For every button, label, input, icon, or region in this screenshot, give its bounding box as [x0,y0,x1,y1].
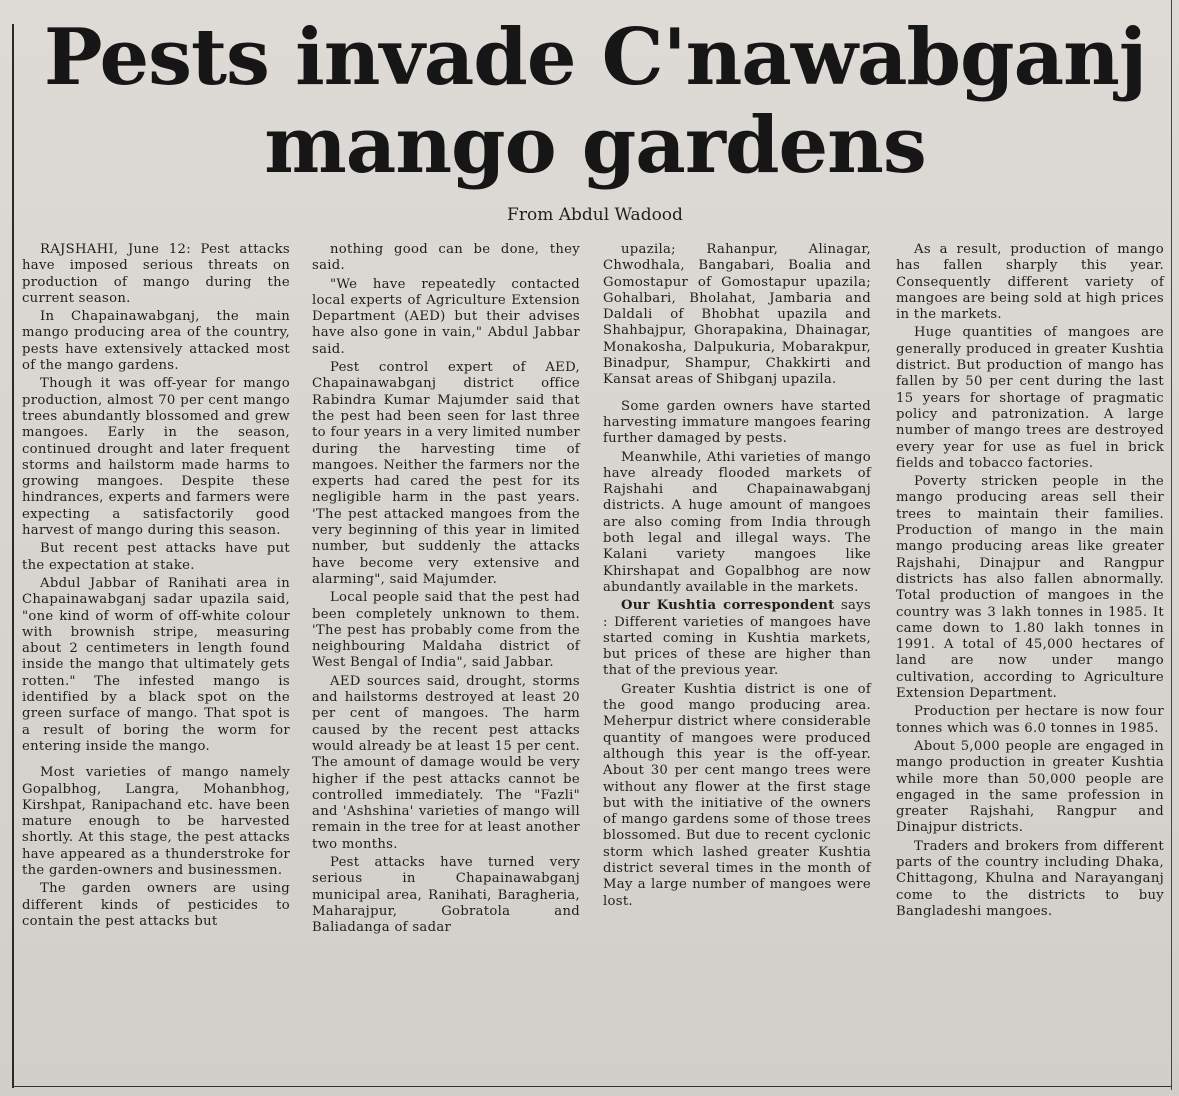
paragraph: Poverty stricken people in the mango producing areas sell their trees to maintain their families. Production of mango in the main mango producing areas like greater Rajshahi, Dinajpur and Rangpur districts has also fallen abnormally. Total production of mangoes in the country was 3 lakh tonnes in 1985. It came down to 1.80 lakh tonnes in 1991. A total of 45,000 hectares of land are now under mango cultivation, according to Agriculture Extension Department. [896,474,1164,702]
paragraph: "We have repeatedly contacted local experts of Agriculture Extension Department (AED) but their advises have also gone in vain," Abdul Jabbar said. [312,276,580,357]
article-column-1 [22,242,290,932]
headline-line-2: mango gardens [264,100,926,191]
paragraph: Meanwhile, Athi varieties of mango have already flooded markets of Rajshahi and Chapainawabganj districts. A huge amount of mangoes are also coming from India through both legal and illegal ways. The Kalani variety mangoes like Khirshapat and Gopalbhog are now abundantly available in the markets. [603,449,871,595]
paragraph: Some garden owners have started harvesting immature mangoes fearing further damaged by pests. [603,398,871,447]
paragraph: Most varieties of mango namely Gopalbhog, Langra, Mohanbhog, Kirshpat, Ranipachand etc. have been mature enough to be harvested shortly. At this stage, the pest attacks have appeared as a thunderstroke for the garden-owners and businessmen. [22,765,290,878]
article-column-2 [312,242,580,938]
paragraph: Production per hectare is now four tonnes which was 6.0 tonnes in 1985. [896,704,1164,736]
paragraph: RAJSHAHI, June 12: Pest attacks have imposed serious threats on production of mango during the current season. [22,242,290,306]
left-column-rule [12,24,14,1088]
paragraph: But recent pest attacks have put the expectation at stake. [22,541,290,573]
correspondent-lead: Our Kushtia correspondent [621,598,835,614]
paragraph: Abdul Jabbar of Ranihati area in Chapainawabganj sadar upazila said, "one kind of worm of off-white colour with brownish stripe, measuring about 2 centimeters in length found inside the mango that ultimately gets rotten." The infested mango is identified by a black spot on the green surface of mango. That spot is a result of boring the worm for entering inside the mango. [22,575,290,754]
bottom-rule [12,1086,1172,1087]
paragraph: AED sources said, drought, storms and hailstorms destroyed at least 20 per cent of mangoes. The harm caused by the recent pest attacks would already be at least 15 per cent. The amount of damage would be very higher if the pest attacks cannot be controlled immediately. The "Fazli" and 'Ashshina' varieties of mango will remain in the tree for at least another two months. [312,673,580,852]
paragraph: In Chapainawabganj, the main mango producing area of the country, pests have extensively attacked most of the mango gardens. [22,309,290,374]
byline: From Abdul Wadood [507,205,683,225]
paragraph-text: says : Different varieties of mangoes have started coming in Kushtia markets, but prices of these are higher than that of the previous year. [603,598,871,679]
paragraph: About 5,000 people are engaged in mango production in greater Kushtia while more than 50,000 people are engaged in the same profession in greater Rajshahi, Rangpur and Dinajpur districts. [896,738,1164,836]
paragraph: Pest control expert of AED, Chapainawabganj district office Rabindra Kumar Majumder said that the pest had been seen for last three to four years in a very limited number during the harvesting time of mangoes. Neither the farmers nor the experts had cared the pest for its negligible harm in the past years. 'The pest attacked mangoes from the very beginning of this year in limited number, but suddenly the attacks have become very extensive and alarming", said Majumder. [312,360,580,587]
article-column-3 [603,242,871,912]
right-edge-rule [1171,0,1172,1090]
paragraph: Local people said that the pest had been completely unknown to them. 'The pest has probably come from the neighbouring Maldaha district of West Bengal of India", said Jabbar. [312,590,580,671]
paragraph: Pest attacks have turned very serious in Chapainawabganj municipal area, Ranihati, Baragheria, Maharajpur, Gobratola and Baliadanga of sadar [312,854,580,936]
paragraph: Greater Kushtia district is one of the good mango producing area. Meherpur district where considerable quantity of mangoes were produced although this year is the off-year. About 30 per cent mango trees were without any flower at the first stage but with the initiative of the owners of mango gardens some of those trees blossomed. But due to recent cyclonic storm which lashed greater Kushtia district several times in the month of May a large number of mangoes were lost. [603,681,871,909]
paragraph: upazila; Rahanpur, Alinagar, Chwodhala, Bangabari, Boalia and Gomostapur of Gomostapur upazila; Gohalbari, Bholahat, Jambaria and Daldali of Bhobhat upazila and Shahbajpur, Ghorapakina, Dhainagar, Monakosha, Dalpukuria, Mobarakpur, Binadpur, Shampur, Chakkirti and Kansat areas of Shibganj upazila. [603,242,871,388]
headline-line-1: Pests invade C'nawabganj [43,12,1147,103]
headline [20,14,1170,190]
paragraph: Traders and brokers from different parts of the country including Dhaka, Chittagong, Khulna and Narayanganj come to the districts to buy Bangladeshi mangoes. [896,838,1164,919]
paragraph: The garden owners are using different kinds of pesticides to contain the pest attacks but [22,881,290,929]
paragraph: As a result, production of mango has fallen sharply this year. Consequently different variety of mangoes are being sold at high prices in the markets. [896,242,1164,323]
paragraph: Though it was off-year for mango production, almost 70 per cent mango trees abundantly blossomed and grew mangoes. Early in the season, continued drought and later frequent storms and hailstorm made harms to growing mangoes. Despite these hindrances, experts and farmers were expecting a satisfactorily good harvest of mango during this season. [22,376,290,539]
article-column-4 [896,242,1164,922]
paragraph: Huge quantities of mangoes are generally produced in greater Kushtia district. But production of mango has fallen by 50 per cent during the last 15 years for shortage of pragmatic policy and patronization. A large number of mango trees are destroyed every year for use as fuel in brick fields and tobacco factories. [896,325,1164,471]
paragraph [603,598,871,679]
paragraph: nothing good can be done, they said. [312,242,580,274]
